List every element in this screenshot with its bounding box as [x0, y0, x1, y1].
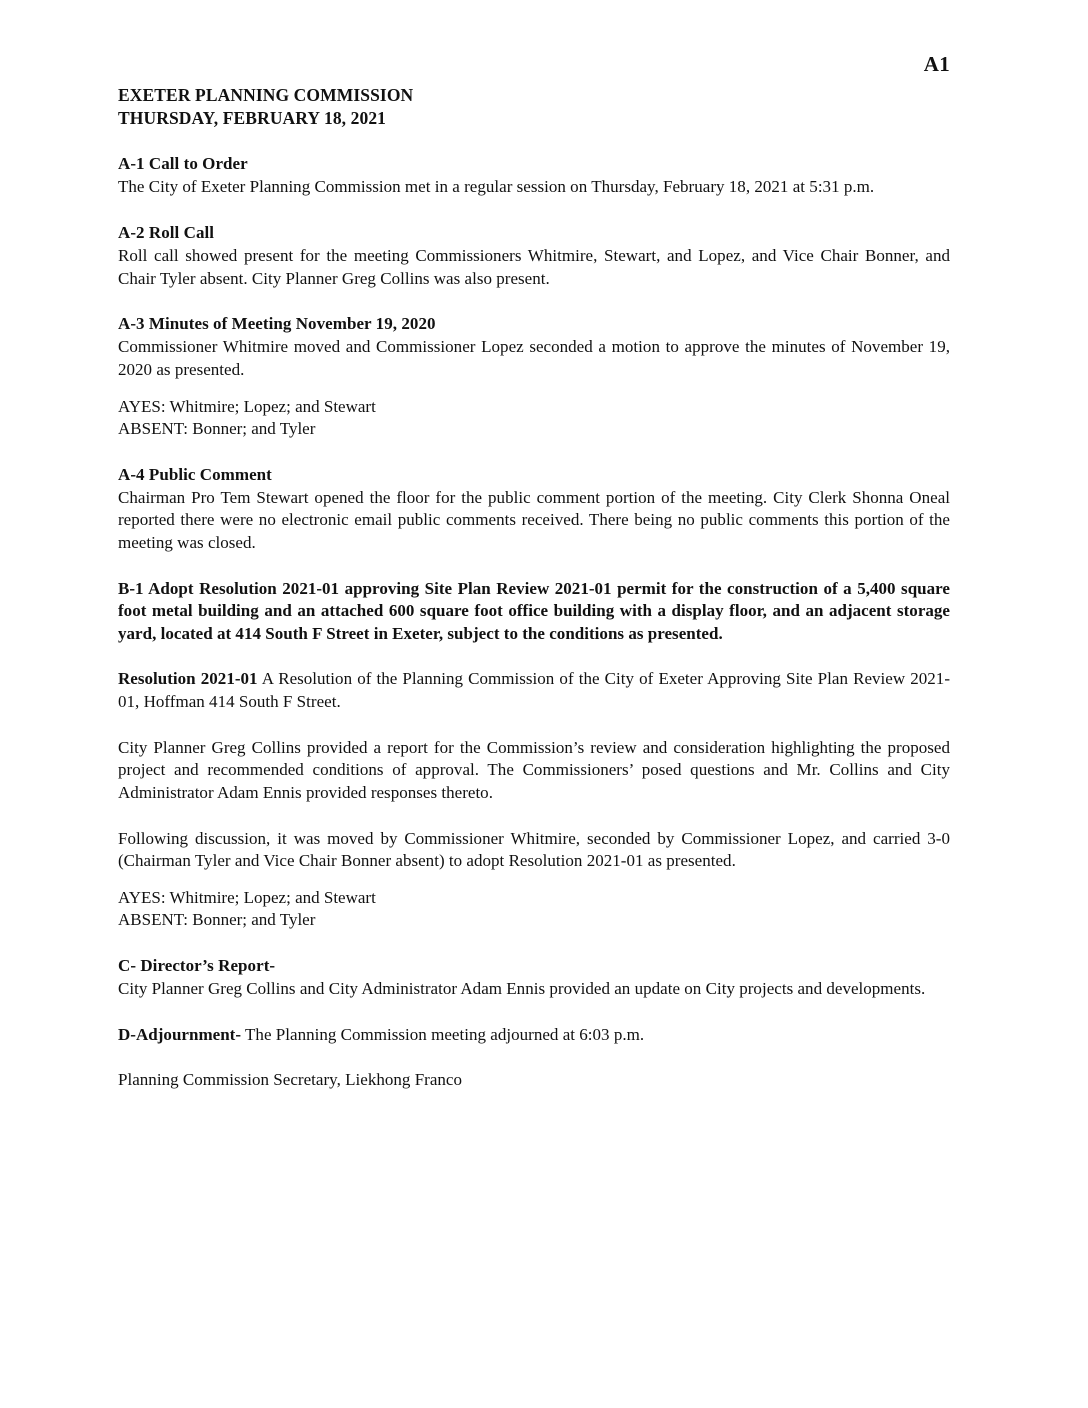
document-body: [118, 52, 950, 1092]
section-a3-absent: ABSENT: Bonner; and Tyler: [118, 419, 316, 439]
motion-absent: ABSENT: Bonner; and Tyler: [118, 910, 316, 930]
resolution-lead: Resolution 2021-01: [118, 669, 258, 689]
section-a3-heading: A-3 Minutes of Meeting November 19, 2020: [118, 314, 436, 334]
section-motion: [118, 828, 950, 932]
document-title: [118, 84, 950, 130]
section-planner-report: [118, 737, 950, 805]
motion-ayes: AYES: Whitmire; Lopez; and Stewart: [118, 887, 376, 907]
page-number: A1: [923, 52, 950, 76]
section-a3-ayes: AYES: Whitmire; Lopez; and Stewart: [118, 396, 376, 416]
resolution-body: A Resolution of the Planning Commission of the City of Exeter Approving Site Plan Review 2021-01, Hoffman 414 South F Street.: [118, 669, 951, 712]
section-signature: [118, 1069, 950, 1092]
spacer: [118, 382, 950, 396]
document-title-line2: THURSDAY, FEBRUARY 18, 2021: [118, 108, 387, 129]
planner-report-body: City Planner Greg Collins provided a report for the Commission’s review and consideration highlighting the proposed project and recommended conditions of approval. The Commissioners’ posed questions and Mr. Collins and City Administrator Adam Ennis provided responses thereto.: [118, 737, 950, 802]
spacer: [118, 873, 950, 887]
section-a4-heading: A-4 Public Comment: [118, 464, 272, 484]
section-c-body: City Planner Greg Collins and City Administrator Adam Ennis provided an update on City projects and developments.: [118, 979, 926, 999]
motion-body: Following discussion, it was moved by Commissioner Whitmire, seconded by Commissioner Lopez, and carried 3-0 (Chairman Tyler and Vice Chair Bonner absent) to adopt Resolution 2021-01 as presented.: [118, 828, 950, 871]
section-b1: [118, 578, 950, 646]
section-a1-body: The City of Exeter Planning Commission met in a regular session on Thursday, February 18, 2021 at 5:31 p.m.: [118, 177, 875, 197]
section-c: [118, 955, 950, 1001]
section-c-heading: C- Director’s Report-: [118, 955, 276, 975]
section-a1: [118, 153, 950, 199]
section-a2-heading: A-2 Roll Call: [118, 222, 215, 242]
section-a1-heading: A-1 Call to Order: [118, 154, 248, 174]
section-b1-body: B-1 Adopt Resolution 2021-01 approving Site Plan Review 2021-01 permit for the construction of a 5,400 square foot metal building and an attached 600 square foot office building with a display floor, and an adjacent storage yard, located at 414 South F Street in Exeter, subject to the conditions as presented.: [118, 578, 950, 643]
section-a4: [118, 464, 950, 555]
section-a4-body: Chairman Pro Tem Stewart opened the floor for the public comment portion of the meeting. City Clerk Shonna Oneal reported there were no electronic email public comments received. There being no public comments this portion of the meeting was closed.: [118, 487, 950, 553]
section-a3: [118, 313, 950, 441]
adjournment-body: The Planning Commission meeting adjourned at 6:03 p.m.: [241, 1024, 645, 1044]
section-resolution: [118, 668, 950, 713]
section-a2: [118, 222, 950, 290]
adjournment-paragraph: [118, 1024, 950, 1047]
document-title-line1: EXETER PLANNING COMMISSION: [118, 85, 414, 105]
secretary-signature: Planning Commission Secretary, Liekhong Franco: [118, 1070, 463, 1090]
section-a2-body: Roll call showed present for the meeting Commissioners Whitmire, Stewart, and Lopez, and Vice Chair Bonner, and Chair Tyler absent. City Planner Greg Collins was also present.: [118, 245, 950, 288]
resolution-paragraph: [118, 668, 950, 713]
adjournment-lead: D-Adjournment-: [118, 1024, 242, 1044]
section-a3-body: Commissioner Whitmire moved and Commissioner Lopez seconded a motion to approve the minutes of November 19, 2020 as presented.: [118, 337, 950, 379]
section-d: [118, 1024, 950, 1047]
